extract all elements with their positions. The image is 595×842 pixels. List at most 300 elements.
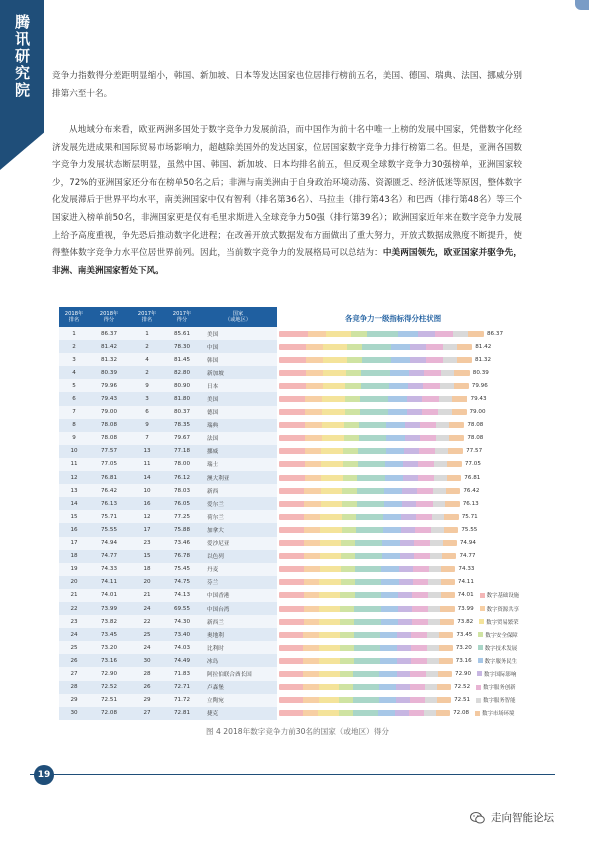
- bar-segment: [425, 697, 437, 703]
- score-2017-cell: 78.03: [173, 487, 190, 494]
- rank-2017-cell: 6: [145, 409, 149, 416]
- row-cells: [59, 497, 277, 510]
- rank-2018-cell: 28: [70, 684, 78, 691]
- bar-segment: [436, 710, 450, 716]
- score-2017-cell: 74.30: [173, 618, 190, 625]
- bar-segment: [279, 553, 304, 559]
- table-row: [59, 523, 529, 536]
- country-cell: 法国: [207, 436, 219, 443]
- bar-segment: [279, 684, 303, 690]
- score-bar: [279, 488, 460, 494]
- bar-segment: [340, 632, 354, 638]
- bar-segment: [388, 409, 407, 415]
- legend-label: 数字贸易繁荣: [486, 619, 519, 626]
- score-2017-cell: 79.67: [173, 435, 190, 442]
- country-cell: 德国: [207, 410, 219, 417]
- score-2018-cell: 81.42: [100, 343, 117, 350]
- bar-segment: [414, 553, 430, 559]
- country-cell: 新加坡: [207, 370, 224, 377]
- bar-segment: [439, 658, 453, 664]
- bar-segment: [304, 540, 320, 546]
- bar-value-label: 75.55: [461, 526, 478, 533]
- table-row: [59, 353, 529, 366]
- row-cells: [59, 523, 277, 536]
- rank-2017-cell: 27: [143, 710, 151, 717]
- bar-segment: [385, 461, 403, 467]
- legend-label: 数字市场环境: [482, 711, 515, 718]
- score-2018-cell: 78.08: [100, 435, 117, 442]
- bar-segment: [409, 710, 424, 716]
- bar-segment: [424, 710, 436, 716]
- score-bar: [279, 579, 455, 585]
- rank-2018-cell: 8: [72, 422, 76, 429]
- header-score-2018: 2018年 得分: [99, 311, 119, 323]
- legend-swatch: [477, 671, 482, 676]
- bar-segment: [444, 527, 458, 533]
- bar-segment: [341, 553, 355, 559]
- bar-segment: [428, 579, 440, 585]
- row-cells: [59, 563, 277, 576]
- score-2018-cell: 72.51: [100, 697, 117, 704]
- bar-value-label: 74.01: [457, 592, 474, 599]
- paragraph-2-text: 从地域分布来看，欧亚两洲多国处于数字竞争力发展前沿，而中国作为前十名中唯一上榜的发展中国家，凭借数字化经济发展先进成果和国际贸易市场影响力，超越除美国外的发达国家，位居国家数字竞争力排行榜第二名。但是，亚洲各国数字竞争力发展状态断层明显，虽然中国、韩国、新加坡、日本均排名前五，但反观全球数字竞争力30强榜单，亚洲国家较少，72%的亚洲国家还分布在榜单50名之后；非洲与南美洲由于自身政治环境动荡、资源匮乏、经济低迷等原因，整体数字化发展滞后于世界平均水平，南美洲国家中仅有智利（排名第36名）、马拉圭（排行第43名）和巴西（排行第48名）等三个国家进入榜单前50名，非洲国家更是仅有毛里求斯进入全球竞争力50强（排行第39名）；欧洲国家近年来在数字竞争力发展上给予高度重视，争先恐后推动数字化进程；在改善开放式数据发布方面做出了重大努力，开放式数据成熟度不断提升，使得整体数字竞争力水平位居世界前列。因此，当前数字竞争力的发展格局可以总结为：: [52, 125, 522, 259]
- table-row: [59, 550, 529, 563]
- row-cells: [59, 432, 277, 445]
- score-2018-cell: 72.52: [100, 684, 117, 691]
- bar-value-label: 76.42: [463, 487, 480, 494]
- country-cell: 加拿大: [207, 527, 224, 534]
- bar-value-label: 73.16: [455, 657, 472, 664]
- row-cells: [59, 366, 277, 379]
- bar-segment: [319, 592, 340, 598]
- score-bar: [279, 409, 467, 415]
- score-2018-cell: 74.94: [100, 540, 117, 547]
- rank-2017-cell: 7: [145, 435, 149, 442]
- score-bar: [279, 606, 455, 612]
- bar-segment: [442, 553, 456, 559]
- bar-segment: [415, 527, 431, 533]
- bar-value-label: 72.52: [454, 684, 471, 691]
- bar-area: [277, 497, 529, 510]
- bar-segment: [343, 475, 358, 481]
- bar-segment: [430, 540, 442, 546]
- paragraph-2: [52, 122, 522, 280]
- bar-segment: [386, 435, 405, 441]
- score-2017-cell: 77.18: [173, 448, 190, 455]
- bar-segment: [411, 632, 427, 638]
- bar-segment: [443, 344, 457, 350]
- bar-segment: [435, 448, 448, 454]
- country-cell: 美国: [207, 331, 219, 338]
- bar-segment: [319, 579, 340, 585]
- bar-segment: [279, 514, 304, 520]
- bar-segment: [402, 488, 417, 494]
- score-2017-cell: 71.83: [173, 670, 190, 677]
- rank-2018-cell: 11: [70, 461, 78, 468]
- bar-segment: [384, 501, 402, 507]
- bar-value-label: 74.94: [459, 540, 476, 547]
- bar-segment: [384, 488, 402, 494]
- bar-segment: [304, 553, 320, 559]
- row-cells: [59, 654, 277, 667]
- bar-segment: [340, 619, 354, 625]
- legend-label: 数字服务民生: [484, 658, 518, 665]
- bar-segment: [343, 461, 358, 467]
- row-cells: [59, 550, 277, 563]
- bar-segment: [454, 370, 469, 376]
- bar-segment: [441, 592, 455, 598]
- bar-segment: [397, 632, 411, 638]
- bar-area: [277, 379, 529, 392]
- score-bar: [279, 448, 463, 454]
- bar-segment: [381, 579, 399, 585]
- rank-2018-cell: 19: [70, 566, 78, 573]
- rank-2017-cell: 3: [145, 396, 149, 403]
- legend-label: 数字国际影响: [484, 671, 517, 678]
- score-2017-cell: 73.40: [173, 631, 190, 638]
- score-2018-cell: 80.39: [100, 369, 117, 376]
- score-2018-cell: 73.99: [100, 605, 117, 612]
- bar-segment: [410, 344, 425, 350]
- score-2017-cell: 74.13: [173, 592, 190, 599]
- legend-swatch: [475, 711, 480, 716]
- bar-segment: [339, 684, 353, 690]
- row-cells: [59, 406, 277, 419]
- bar-segment: [345, 409, 360, 415]
- bar-value-label: 79.43: [470, 396, 487, 403]
- header-rank-2017: 2017年 排名: [137, 311, 157, 323]
- bar-segment: [430, 553, 442, 559]
- bar-segment: [303, 671, 319, 677]
- score-2017-cell: 80.37: [173, 409, 190, 416]
- score-2018-cell: 73.16: [100, 657, 117, 664]
- row-cells: [59, 392, 277, 405]
- bar-segment: [355, 553, 382, 559]
- bar-segment: [320, 553, 341, 559]
- row-cells: [59, 419, 277, 432]
- country-cell: 挪威: [207, 449, 219, 456]
- score-2018-cell: 79.96: [100, 382, 117, 389]
- bar-area: [277, 615, 529, 628]
- bar-segment: [439, 645, 453, 651]
- bar-segment: [279, 527, 304, 533]
- bar-value-label: 72.08: [453, 710, 470, 717]
- bar-segment: [319, 632, 340, 638]
- bar-segment: [279, 592, 304, 598]
- bar-segment: [303, 697, 318, 703]
- bar-segment: [444, 514, 458, 520]
- bar-segment: [391, 344, 410, 350]
- rank-2018-cell: 20: [70, 579, 78, 586]
- bar-segment: [426, 671, 438, 677]
- bar-segment: [305, 409, 322, 415]
- wechat-icon: [470, 812, 485, 824]
- score-bar: [279, 684, 451, 690]
- rank-2017-cell: 1: [145, 330, 149, 337]
- table-row: [59, 563, 529, 576]
- rank-2017-cell: 14: [143, 474, 151, 481]
- rank-2017-cell: 20: [143, 579, 151, 586]
- score-bar: [279, 632, 453, 638]
- country-cell: 爱尔兰: [207, 501, 224, 508]
- score-2017-cell: 78.30: [173, 343, 190, 350]
- row-cells: [59, 707, 277, 720]
- score-2017-cell: 69.55: [173, 605, 190, 612]
- bar-value-label: 78.08: [467, 435, 484, 442]
- score-2018-cell: 73.82: [100, 618, 117, 625]
- score-figure: [59, 307, 529, 720]
- bar-segment: [308, 331, 326, 337]
- rank-2017-cell: 22: [143, 618, 151, 625]
- bar-segment: [380, 658, 397, 664]
- bar-segment: [305, 435, 322, 441]
- bar-segment: [398, 606, 412, 612]
- bar-segment: [381, 606, 399, 612]
- bar-segment: [323, 370, 346, 376]
- bar-segment: [318, 710, 339, 716]
- bar-segment: [303, 632, 319, 638]
- bar-segment: [399, 566, 413, 572]
- bar-segment: [360, 396, 388, 402]
- bar-segment: [304, 501, 320, 507]
- bar-value-label: 74.33: [458, 566, 475, 573]
- table-row: [59, 458, 529, 471]
- bar-segment: [326, 331, 351, 337]
- bar-area: [277, 432, 529, 445]
- table-row: [59, 602, 529, 615]
- rank-2017-cell: 18: [143, 566, 151, 573]
- rank-2017-cell: 29: [143, 697, 151, 704]
- rank-2017-cell: 30: [143, 657, 151, 664]
- bar-segment: [403, 475, 418, 481]
- bar-segment: [426, 357, 443, 363]
- row-cells: [59, 615, 277, 628]
- table-row: [59, 694, 529, 707]
- bar-segment: [345, 383, 360, 389]
- row-cells: [59, 353, 277, 366]
- score-bar: [279, 710, 450, 716]
- bar-segment: [402, 501, 416, 507]
- rank-2018-cell: 26: [70, 657, 78, 664]
- rank-2018-cell: 12: [70, 474, 78, 481]
- bar-segment: [457, 344, 472, 350]
- score-2018-cell: 76.42: [100, 487, 117, 494]
- bar-segment: [383, 514, 401, 520]
- rank-2017-cell: 9: [145, 382, 149, 389]
- table-row: [59, 681, 529, 694]
- rank-2018-cell: 7: [72, 409, 76, 416]
- rank-2018-cell: 21: [70, 592, 78, 599]
- bar-segment: [362, 344, 391, 350]
- bar-segment: [346, 370, 361, 376]
- bar-segment: [279, 671, 303, 677]
- table-row: [59, 576, 529, 589]
- rank-2017-cell: 16: [143, 500, 151, 507]
- score-bar: [279, 697, 451, 703]
- bar-segment: [279, 632, 303, 638]
- bar-segment: [342, 527, 356, 533]
- row-cells: [59, 445, 277, 458]
- bar-segment: [319, 671, 340, 677]
- bar-area: [277, 654, 529, 667]
- bar-segment: [386, 448, 404, 454]
- bar-segment: [279, 357, 306, 363]
- table-row: [59, 615, 529, 628]
- score-bar: [279, 658, 453, 664]
- bar-area: [277, 458, 529, 471]
- bar-segment: [407, 409, 422, 415]
- bar-segment: [410, 357, 425, 363]
- table-body: [59, 327, 529, 720]
- bar-area: [277, 563, 529, 576]
- score-2017-cell: 76.78: [173, 553, 190, 560]
- bar-segment: [438, 671, 452, 677]
- score-2018-cell: 72.08: [100, 710, 117, 717]
- bar-segment: [468, 331, 484, 337]
- score-2017-cell: 78.00: [173, 461, 190, 468]
- legend-swatch: [480, 593, 485, 598]
- bar-segment: [391, 357, 410, 363]
- score-bar: [279, 619, 454, 625]
- country-cell: 芬兰: [207, 580, 219, 587]
- legend-label: 数字服务创新: [483, 685, 516, 692]
- bar-segment: [400, 553, 414, 559]
- bar-segment: [436, 422, 449, 428]
- rank-2018-cell: 9: [72, 435, 76, 442]
- bar-segment: [443, 540, 457, 546]
- row-cells: [59, 589, 277, 602]
- bar-segment: [436, 435, 449, 441]
- score-2018-cell: 74.77: [100, 553, 117, 560]
- header-rank-2018: 2018年 排名: [64, 311, 84, 323]
- score-2017-cell: 82.80: [173, 369, 190, 376]
- bar-segment: [440, 383, 453, 389]
- bar-segment: [428, 619, 440, 625]
- bar-value-label: 73.20: [455, 644, 472, 651]
- legend-item: [475, 709, 514, 717]
- bar-segment: [433, 501, 446, 507]
- score-bar: [279, 592, 455, 598]
- bar-segment: [304, 592, 320, 598]
- legend-item: [480, 591, 519, 599]
- bar-segment: [380, 645, 397, 651]
- bar-area: [277, 484, 529, 497]
- bar-segment: [427, 658, 439, 664]
- bar-value-label: 73.99: [457, 605, 474, 612]
- score-2017-cell: 74.49: [173, 657, 190, 664]
- row-cells: [59, 641, 277, 654]
- score-2017-cell: 80.90: [173, 382, 190, 389]
- bar-segment: [354, 619, 380, 625]
- country-cell: 丹麦: [207, 567, 219, 574]
- country-cell: 新西兰: [207, 619, 224, 626]
- bar-area: [277, 340, 529, 353]
- bar-segment: [424, 370, 441, 376]
- row-cells: [59, 576, 277, 589]
- bar-segment: [410, 684, 425, 690]
- bar-segment: [279, 645, 303, 651]
- legend-swatch: [478, 632, 483, 637]
- rank-2018-cell: 16: [70, 526, 78, 533]
- bar-segment: [359, 435, 387, 441]
- bar-segment: [279, 501, 304, 507]
- bar-segment: [428, 592, 440, 598]
- score-2018-cell: 86.37: [100, 330, 117, 337]
- bar-segment: [342, 514, 356, 520]
- bar-segment: [353, 710, 379, 716]
- bar-value-label: 81.42: [475, 343, 492, 350]
- bar-segment: [418, 461, 434, 467]
- bar-segment: [446, 488, 461, 494]
- row-cells: [59, 340, 277, 353]
- bar-area: [277, 694, 529, 707]
- table-row: [59, 667, 529, 680]
- row-cells: [59, 510, 277, 523]
- bar-segment: [429, 566, 441, 572]
- bar-area: [277, 576, 529, 589]
- bar-segment: [320, 514, 342, 520]
- country-cell: 新西: [207, 488, 219, 495]
- page-number: 19: [34, 765, 54, 785]
- bar-segment: [305, 422, 322, 428]
- bar-segment: [411, 658, 427, 664]
- row-cells: [59, 667, 277, 680]
- bar-segment: [357, 475, 384, 481]
- bar-segment: [395, 710, 409, 716]
- rank-2017-cell: 13: [143, 448, 151, 455]
- bar-segment: [381, 619, 399, 625]
- country-cell: 美国: [207, 397, 219, 404]
- score-2017-cell: 78.35: [173, 422, 190, 429]
- bar-segment: [378, 710, 395, 716]
- legend-swatch: [476, 685, 481, 690]
- footer-rule: [30, 774, 555, 775]
- legend-item: [479, 618, 518, 626]
- bar-value-label: 75.71: [461, 513, 478, 520]
- bar-area: [277, 628, 529, 641]
- score-2018-cell: 77.05: [100, 461, 117, 468]
- bar-value-label: 80.39: [472, 369, 489, 376]
- rank-2018-cell: 27: [70, 670, 78, 677]
- bar-segment: [303, 645, 319, 651]
- bar-segment: [453, 331, 467, 337]
- bar-segment: [381, 592, 399, 598]
- header-country: 国家 （或地区）: [225, 311, 251, 323]
- bar-segment: [441, 370, 454, 376]
- bar-segment: [379, 671, 396, 677]
- bar-segment: [427, 645, 439, 651]
- bar-segment: [452, 409, 467, 415]
- bar-segment: [447, 475, 462, 481]
- bar-segment: [433, 488, 446, 494]
- bar-area: [277, 406, 529, 419]
- rank-2017-cell: 23: [143, 540, 151, 547]
- bar-segment: [413, 579, 429, 585]
- legend-item: [476, 683, 515, 691]
- bar-segment: [344, 422, 359, 428]
- bar-segment: [420, 422, 437, 428]
- rank-2017-cell: 26: [143, 684, 151, 691]
- bar-segment: [405, 435, 420, 441]
- bar-segment: [323, 383, 346, 389]
- table-row: [59, 641, 529, 654]
- bar-segment: [341, 566, 355, 572]
- bar-segment: [357, 501, 384, 507]
- country-cell: 中国香港: [207, 593, 230, 600]
- bar-segment: [443, 357, 457, 363]
- table-row: [59, 379, 529, 392]
- bar-segment: [357, 488, 384, 494]
